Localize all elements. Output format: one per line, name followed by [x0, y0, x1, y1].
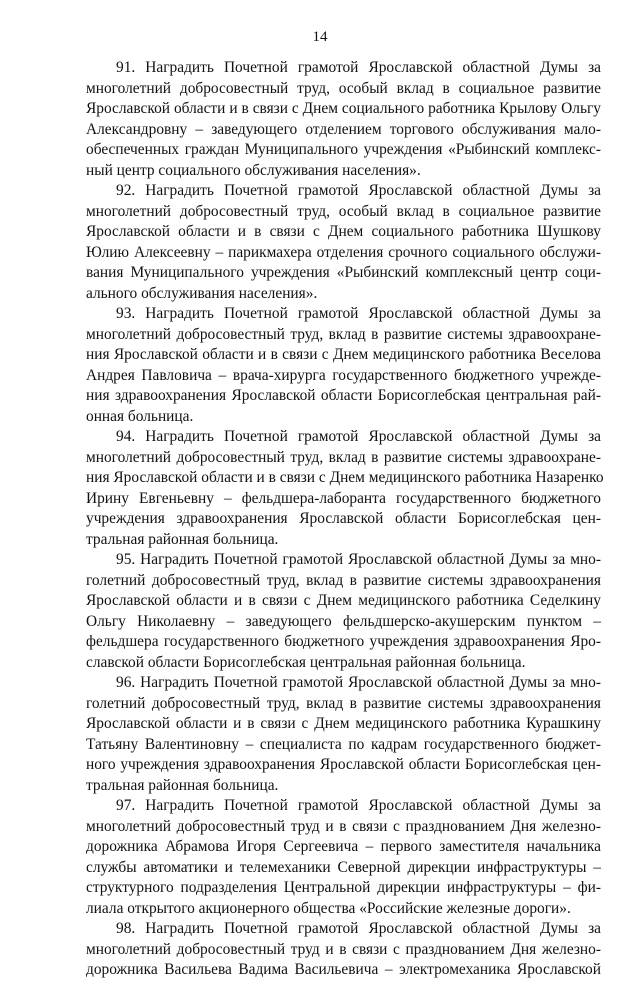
- text-line: 98. Наградить Почетной грамотой Ярославской областной Думы за: [116, 920, 601, 937]
- text-line: славской области Борисоглебская центральная районная больница.: [86, 653, 526, 671]
- text-line: 91. Наградить Почетной грамотой Ярославской областной Думы за: [116, 59, 601, 76]
- text-line: 97. Наградить Почетной грамотой Ярославской областной Думы за: [116, 797, 601, 814]
- page-number: 14: [312, 29, 328, 45]
- text-line: голетний добросовестный труд, вклад в развитие системы здравоохранения: [86, 571, 601, 589]
- text-line: тральная районная больница.: [86, 776, 279, 794]
- text-line: многолетний добросовестный труд, особый вклад в социальное развитие: [86, 79, 601, 97]
- text-line: ный центр социального обслуживания населения».: [86, 161, 421, 179]
- text-line: службы автоматики и телемеханики Северной дирекции инфраструктуры –: [86, 858, 601, 876]
- text-line: фельдшера государственного бюджетного учреждения здравоохранения Яро-: [86, 633, 601, 650]
- text-line: дорожника Васильева Вадима Васильевича – электромеханика Ярославской: [86, 961, 601, 978]
- text-line: Ярославской области и в связи с Днем медицинского работника Курашкину: [86, 715, 601, 732]
- text-line: ния Ярославской области и в связи с Днем медицинского работника Назаренко: [86, 469, 604, 486]
- award-paragraph: [86, 550, 601, 673]
- text-line: ния Ярославской области и в связи с Днем медицинского работника Веселова: [86, 346, 601, 363]
- award-paragraph: [86, 427, 604, 550]
- text-line: Ярославской области и в связи с Днем социального работника Шушкову: [86, 223, 601, 240]
- text-line: 93. Наградить Почетной грамотой Ярославской областной Думы за: [116, 305, 601, 322]
- text-line: ального обслуживания населения».: [86, 284, 318, 302]
- text-line: учреждения здравоохранения Ярославской области Борисоглебская цен-: [86, 510, 601, 527]
- award-paragraph: [86, 181, 601, 304]
- text-line: Андрея Павловича – врача-хирурга государственного бюджетного учрежде-: [86, 366, 601, 384]
- text-line: многолетний добросовестный труд, особый вклад в социальное развитие: [86, 202, 601, 220]
- text-line: тральная районная больница.: [86, 530, 279, 548]
- text-line: вания Муниципального учреждения «Рыбинский комплексный центр соци-: [86, 264, 601, 281]
- award-paragraph: [86, 673, 601, 796]
- award-paragraph: [86, 304, 601, 427]
- text-line: 94. Наградить Почетной грамотой Ярославской областной Думы за: [116, 428, 601, 445]
- text-line: 92. Наградить Почетной грамотой Ярославской областной Думы за: [116, 182, 601, 199]
- document-body: [86, 58, 604, 981]
- text-line: многолетний добросовестный труд и в связи с празднованием Дня железно-: [86, 817, 601, 835]
- text-line: многолетний добросовестный труд, вклад в развитие системы здравоохране-: [86, 448, 601, 466]
- text-line: 95. Наградить Почетной грамотой Ярославской областной Думы за мно-: [116, 551, 601, 568]
- text-line: Александровну – заведующего отделением торгового обслуживания мало-: [86, 120, 601, 138]
- text-line: онная больница.: [86, 407, 194, 425]
- text-line: многолетний добросовестный труд, вклад в развитие системы здравоохране-: [86, 325, 601, 343]
- text-line: ного учреждения здравоохранения Ярославской области Борисоглебская цен-: [86, 756, 601, 773]
- award-paragraph: [86, 919, 601, 981]
- text-line: многолетний добросовестный труд и в связи с празднованием Дня железно-: [86, 940, 601, 958]
- text-line: структурного подразделения Центральной дирекции инфраструктуры – фи-: [86, 879, 601, 896]
- text-line: голетний добросовестный труд, вклад в развитие системы здравоохранения: [86, 694, 601, 712]
- text-line: Ирину Евгеньевну – фельдшера-лаборанта государственного бюджетного: [86, 489, 601, 507]
- text-line: обеспеченных граждан Муниципального учреждения «Рыбинский комплекс-: [86, 141, 601, 158]
- text-line: Юлию Алексеевну – парикмахера отделения срочного социального обслужи-: [86, 243, 601, 261]
- text-line: ния здравоохранения Ярославской области Борисоглебская центральная рай-: [86, 387, 601, 404]
- text-line: Ярославской области и в связи с Днем медицинского работника Седелкину: [86, 592, 601, 609]
- award-paragraph: [86, 796, 601, 919]
- text-line: Татьяну Валентиновну – специалиста по кадрам государственного бюджет-: [86, 735, 601, 753]
- text-line: Ярославской области и в связи с Днем социального работника Крылову Ольгу: [86, 100, 601, 117]
- text-line: 96. Наградить Почетной грамотой Ярославской областной Думы за мно-: [116, 674, 601, 691]
- text-line: Ольгу Николаевну – заведующего фельдшерско-акушерским пунктом –: [86, 612, 601, 630]
- text-line: лиала открытого акционерного общества «Российские железные дороги».: [86, 899, 571, 917]
- text-line: дорожника Абрамова Игоря Сергеевича – первого заместителя начальника: [86, 838, 601, 855]
- award-paragraph: [86, 58, 601, 181]
